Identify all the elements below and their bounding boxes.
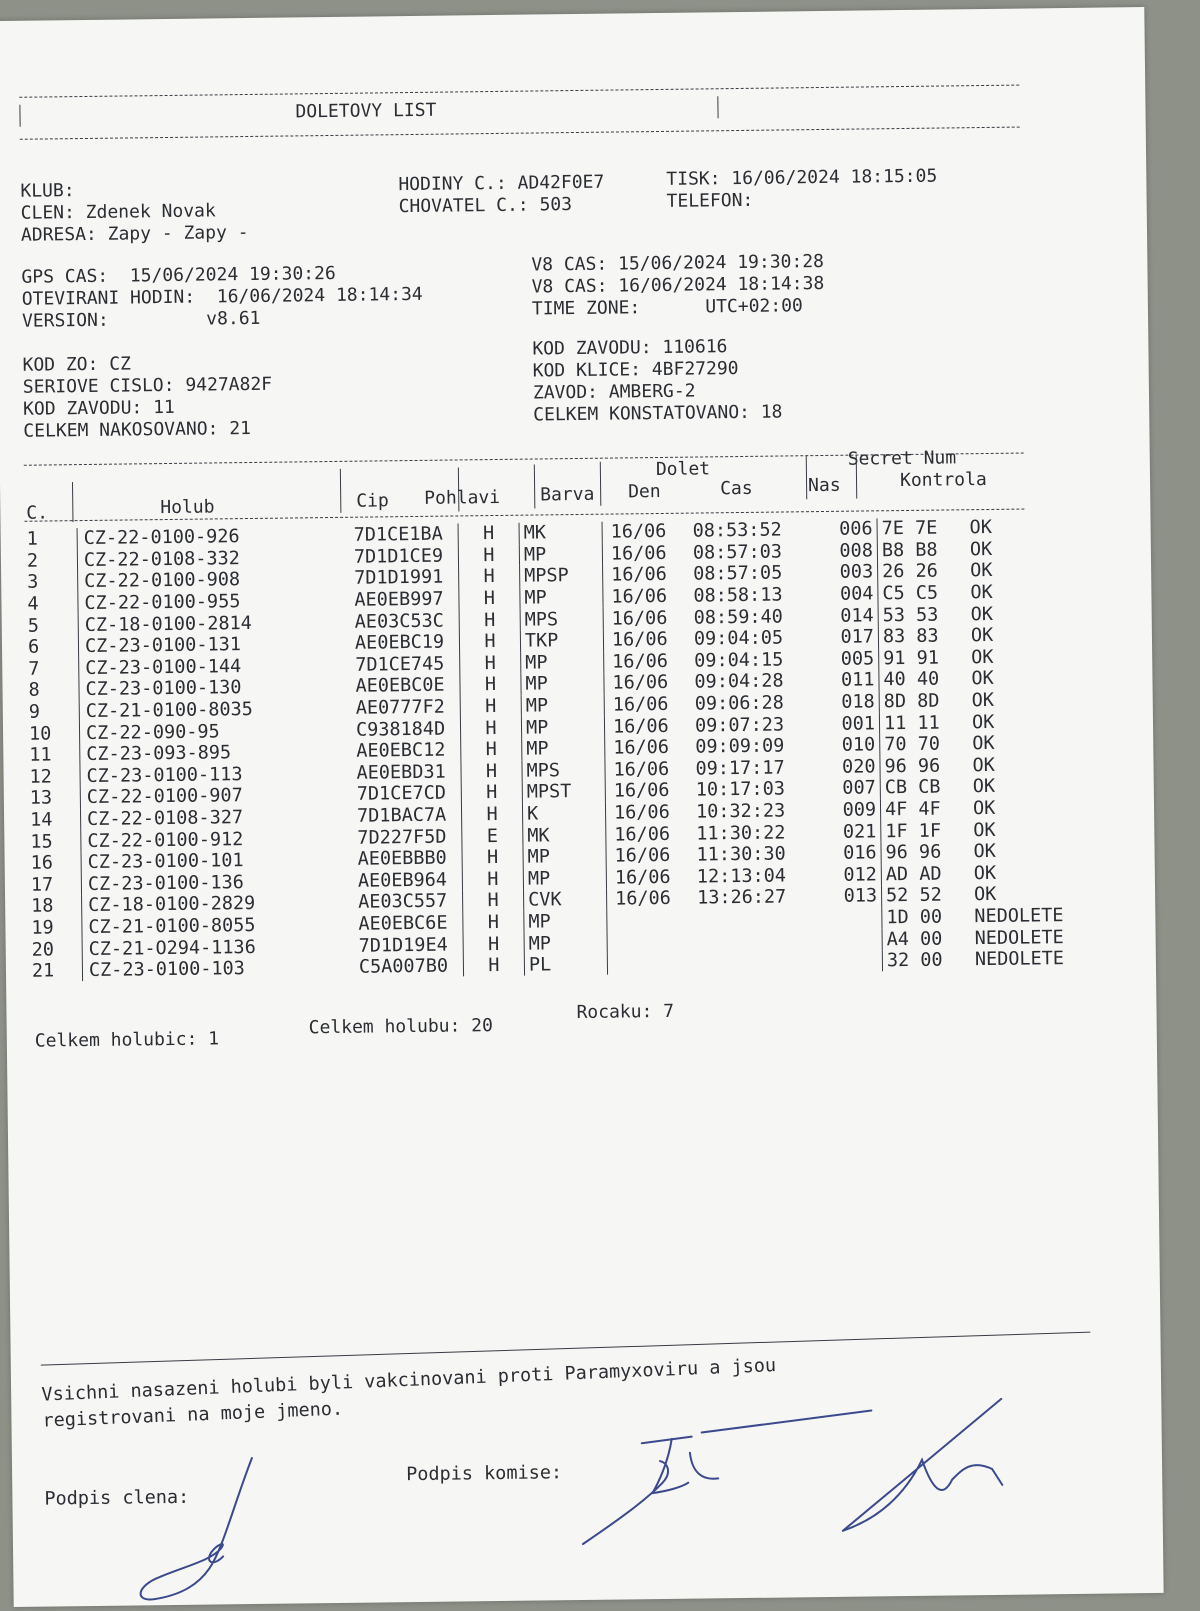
title-bottom-rule	[20, 127, 1020, 140]
chip-id-cell: AE0EB964	[357, 869, 448, 892]
nas-cell: 007	[828, 777, 881, 799]
row-number-cell: 3	[27, 572, 39, 594]
time-zone-field: TIME ZONE: UTC+02:00	[531, 295, 803, 320]
chip-id-cell: 7D1CE745	[355, 653, 445, 676]
ring-number-cell: CZ-22-0108-332	[77, 546, 354, 571]
ring-number-cell: CZ-18-0100-2814	[78, 611, 355, 636]
ring-number-cell: CZ-23-0100-103	[82, 957, 359, 982]
arrival-day-cell: 16/06	[605, 737, 696, 760]
title-left-bar	[19, 105, 20, 127]
row-number-cell: 4	[27, 593, 39, 615]
sex-cell: H	[459, 609, 520, 631]
arrival-day-cell: 16/06	[605, 801, 696, 824]
arrival-time-cell: 13:26:27	[696, 886, 787, 909]
document-page	[0, 7, 1164, 1607]
chip-id-cell: AE0EBC0E	[355, 675, 445, 698]
sex-cell: E	[462, 825, 523, 847]
sex-cell: H	[461, 803, 522, 825]
row-number-cell: 19	[31, 917, 54, 939]
nas-cell: 017	[826, 626, 879, 648]
arrival-time-cell: 09:09:09	[695, 735, 785, 758]
celkem-nakosovano-field: CELKEM NAKOSOVANO: 21	[23, 417, 252, 442]
secret-num-cell: 96 96	[884, 755, 941, 778]
arrival-day-cell: 16/06	[602, 542, 693, 565]
secret-num-cell: 26 26	[882, 561, 938, 583]
arrival-day-cell: 16/06	[606, 866, 697, 889]
control-status-cell: OK	[971, 668, 994, 690]
col-header-cip: Cip	[356, 490, 389, 512]
chip-id-cell: 7D1D19E4	[358, 934, 448, 957]
nas-cell: 010	[827, 734, 880, 756]
row-number-cell: 18	[31, 895, 54, 918]
sex-cell: H	[463, 911, 524, 933]
control-status-cell: NEDOLETE	[974, 905, 1064, 928]
kod-zavodu-long-field: KOD ZAVODU: 110616	[532, 336, 728, 360]
gps-cas-field: GPS CAS: 15/06/2024 19:30:26	[21, 262, 336, 288]
arrival-day-cell: 16/06	[606, 844, 697, 867]
nas-cell: 001	[827, 713, 880, 735]
arrival-day-cell: 16/06	[603, 585, 694, 608]
row-number-cell: 9	[28, 701, 41, 723]
row-number-cell: 17	[30, 874, 54, 896]
arrival-day-cell: 16/06	[605, 780, 696, 803]
ring-number-cell: CZ-18-0100-2829	[82, 892, 359, 917]
sex-cell: H	[462, 847, 523, 869]
nas-cell: 003	[825, 562, 878, 584]
col-header-kontrola: Kontrola	[899, 468, 987, 492]
arrival-day-cell: 16/06	[603, 629, 694, 652]
member-signature	[112, 1448, 284, 1610]
control-status-cell: OK	[972, 754, 995, 777]
row-number-cell: 7	[28, 658, 40, 680]
arrival-day-cell	[607, 909, 698, 932]
secret-num-cell: 83 83	[882, 625, 939, 648]
row-number-cell: 15	[30, 831, 53, 853]
ring-number-cell: CZ-23-0100-101	[81, 849, 358, 874]
row-number-cell: 20	[31, 939, 55, 961]
arrival-day-cell: 16/06	[606, 823, 697, 846]
arrival-day-cell: 16/06	[604, 650, 695, 673]
arrival-time-cell	[698, 929, 830, 952]
control-status-cell: NEDOLETE	[974, 926, 1064, 949]
row-number-cell: 2	[26, 550, 39, 572]
arrival-time-cell: 08:57:03	[692, 541, 783, 564]
chip-id-cell: C5A007B0	[358, 955, 449, 978]
color-cell: MP	[525, 652, 548, 674]
secret-num-cell: 40 40	[883, 669, 940, 691]
row-number-cell: 8	[28, 680, 40, 702]
ring-number-cell: CZ-22-0100-908	[78, 568, 355, 593]
color-cell: MP	[525, 673, 548, 696]
row-number-cell: 5	[27, 615, 40, 637]
nas-cell: 006	[824, 518, 877, 540]
arrival-time-cell: 11:30:30	[696, 843, 786, 866]
arrival-time-cell: 09:04:28	[694, 670, 784, 694]
nas-cell: 013	[829, 885, 882, 907]
chip-id-cell: 7D227F5D	[357, 826, 447, 849]
color-cell: MP	[527, 846, 551, 868]
sex-cell: H	[460, 674, 521, 696]
arrival-time-cell: 08:58:13	[693, 584, 783, 607]
color-cell: MK	[523, 522, 547, 544]
secret-num-cell: AD AD	[885, 863, 942, 886]
row-number-cell: 1	[26, 528, 38, 551]
ring-number-cell: CZ-22-0100-912	[81, 827, 358, 852]
arrival-day-cell	[607, 952, 698, 975]
row-number-cell: 21	[31, 960, 55, 982]
sex-cell: H	[459, 566, 520, 588]
arrival-day-cell	[607, 931, 698, 954]
col-header-secret: Secret Num	[847, 447, 957, 470]
sex-cell: H	[461, 760, 522, 782]
arrival-day-cell: 16/06	[607, 888, 698, 911]
commission-signature	[571, 1389, 1033, 1555]
hodiny-field: HODINY C.: AD42F0E7	[398, 171, 605, 196]
secret-num-cell: 52 52	[885, 884, 942, 907]
zavod-field: ZAVOD: AMBERG-2	[532, 380, 696, 404]
arrival-time-cell: 09:04:15	[694, 649, 784, 672]
color-cell: MP	[528, 911, 551, 933]
sex-cell: H	[458, 523, 519, 545]
document-title: DOLETOVY LIST	[295, 99, 437, 123]
chip-id-cell: AE0EBC19	[354, 631, 445, 654]
control-status-cell: OK	[971, 646, 994, 669]
sex-cell: H	[463, 955, 524, 977]
col-header-nas: Nas	[807, 474, 841, 497]
title-mid-bar	[717, 96, 718, 118]
version-field: VERSION: v8.61	[21, 307, 261, 332]
col-header-dolet: Dolet	[655, 458, 711, 481]
sex-cell: H	[459, 631, 520, 653]
nas-cell: 020	[827, 756, 880, 778]
row-number-cell: 16	[30, 852, 54, 874]
row-number-cell: 6	[27, 636, 40, 658]
header-divider	[534, 465, 536, 509]
color-cell: MK	[527, 824, 550, 847]
row-number-cell: 10	[28, 723, 52, 745]
commission-signature-label: Podpis komise:	[406, 1462, 563, 1486]
nas-cell: 012	[829, 864, 882, 886]
secret-num-cell: 70 70	[884, 733, 941, 756]
ring-number-cell: CZ-23-0100-113	[80, 762, 357, 787]
kod-zavodu-short-field: KOD ZAVODU: 11	[22, 396, 175, 420]
color-cell: MP	[528, 932, 552, 955]
title-top-rule	[19, 85, 1019, 98]
secret-num-cell: 32 00	[886, 949, 943, 972]
sex-cell: H	[459, 587, 520, 609]
color-cell: K	[526, 803, 539, 825]
control-status-cell: OK	[970, 582, 993, 604]
arrival-day-cell: 16/06	[602, 521, 693, 544]
ring-number-cell: CZ-22-0108-327	[80, 805, 357, 830]
color-cell: PL	[528, 954, 552, 976]
nas-cell: 011	[826, 669, 879, 691]
declaration-line-2: registrovani na moje jmeno.	[42, 1398, 344, 1432]
chip-id-cell: 7D1D1991	[354, 567, 444, 590]
arrival-time-cell: 08:57:05	[693, 562, 783, 586]
control-status-cell: OK	[971, 711, 995, 733]
header-divider	[600, 462, 602, 506]
sex-cell: H	[458, 544, 519, 566]
arrival-time-cell: 11:30:22	[696, 822, 786, 845]
control-status-cell: OK	[972, 776, 996, 798]
secret-num-cell: 1F 1F	[885, 820, 942, 842]
control-status-cell: OK	[972, 797, 996, 820]
col-header-barva: Barva	[540, 483, 595, 506]
color-cell: MP	[525, 717, 549, 739]
chip-id-cell: AE03C557	[358, 891, 448, 914]
sex-cell: H	[460, 695, 521, 717]
nas-cell: 005	[826, 648, 879, 670]
control-status-cell: OK	[972, 733, 995, 755]
arrival-day-cell: 16/06	[603, 564, 694, 587]
row-number-cell: 13	[29, 787, 53, 810]
pigeon-table	[27, 516, 1096, 982]
control-status-cell: OK	[973, 819, 996, 841]
total-rocaku: Rocaku: 7	[576, 1000, 675, 1024]
control-status-cell: OK	[969, 538, 993, 561]
control-status-cell: NEDOLETE	[974, 948, 1065, 971]
ring-number-cell: CZ-21-0100-8035	[79, 697, 356, 722]
ring-number-cell: CZ-22-0100-955	[78, 590, 355, 615]
arrival-day-cell: 16/06	[604, 693, 695, 716]
v8-cas-2-field: V8 CAS: 16/06/2024 18:14:38	[531, 272, 825, 298]
color-cell: MP	[525, 695, 549, 717]
arrival-time-cell: 10:17:03	[695, 778, 786, 801]
color-cell: MP	[527, 868, 551, 890]
ring-number-cell: CZ-22-0100-926	[77, 525, 354, 550]
arrival-time-cell: 09:07:23	[694, 714, 785, 737]
arrival-day-cell: 16/06	[605, 758, 696, 781]
col-header-den: Den	[628, 480, 661, 503]
secret-num-cell: 7E 7E	[881, 517, 938, 540]
row-number-cell: 11	[29, 744, 52, 766]
secret-num-cell: 4F 4F	[884, 798, 941, 821]
sex-cell: H	[460, 652, 521, 674]
chip-id-cell: AE0777F2	[355, 696, 446, 719]
sex-cell: H	[463, 890, 524, 912]
total-holubic: Celkem holubic: 1	[34, 1028, 220, 1052]
sex-cell: H	[461, 739, 522, 761]
chip-id-cell: 7D1CE1BA	[353, 523, 443, 547]
arrival-time-cell: 08:59:40	[693, 606, 783, 629]
color-cell: MPST	[526, 781, 572, 804]
total-holubu: Celkem holubu: 20	[308, 1015, 494, 1039]
control-status-cell: OK	[971, 689, 995, 712]
control-status-cell: OK	[973, 884, 997, 906]
ring-number-cell: CZ-21-0100-8055	[82, 913, 359, 938]
member-signature-label: Podpis clena:	[44, 1486, 190, 1510]
secret-num-cell: 11 11	[883, 712, 940, 734]
col-header-pohlavi: Pohlavi	[424, 486, 501, 509]
arrival-day-cell: 16/06	[603, 607, 694, 630]
col-header-cas: Cas	[719, 477, 753, 500]
color-cell: MPS	[526, 760, 561, 782]
ring-number-cell: CZ-23-0100-136	[81, 870, 358, 895]
chip-id-cell: 7D1CE7CD	[356, 783, 447, 806]
col-header-holub: Holub	[160, 496, 215, 519]
ring-number-cell: CZ-21-O294-1136	[82, 935, 359, 960]
nas-cell: 014	[826, 605, 879, 627]
arrival-time-cell	[698, 951, 830, 974]
telefon-field: TELEFON:	[666, 189, 754, 212]
chip-id-cell: AE0EBBB0	[357, 847, 447, 870]
ring-number-cell: CZ-22-0100-907	[80, 784, 357, 809]
sex-cell: H	[462, 868, 523, 890]
control-status-cell: OK	[969, 517, 993, 539]
chip-id-cell: AE0EB997	[354, 588, 444, 611]
col-header-no: C.	[26, 502, 49, 524]
arrival-time-cell: 09:17:17	[695, 757, 785, 780]
secret-num-cell: 91 91	[883, 647, 940, 670]
chip-id-cell: AE03C53C	[354, 610, 444, 633]
secret-num-cell: A4 00	[886, 928, 943, 950]
nas-cell: 021	[828, 821, 881, 843]
color-cell: TKP	[524, 630, 559, 652]
color-cell: MPS	[524, 608, 559, 631]
control-status-cell: OK	[970, 603, 994, 625]
arrival-time-cell: 12:13:04	[696, 865, 787, 888]
ring-number-cell: CZ-23-093-895	[80, 741, 357, 766]
nas-cell: 009	[828, 799, 881, 821]
secret-num-cell: B8 B8	[881, 539, 938, 562]
kod-klice-field: KOD KLICE: 4BF27290	[532, 358, 739, 382]
nas-cell: 016	[828, 842, 881, 864]
chip-id-cell: 7D1D1CE9	[353, 545, 444, 568]
chip-id-cell: 7D1BAC7A	[356, 804, 447, 827]
chip-id-cell: C938184D	[355, 718, 446, 741]
nas-cell	[830, 929, 883, 951]
kod-zo-field: KOD ZO: CZ	[22, 353, 132, 376]
arrival-time-cell: 09:04:05	[693, 627, 784, 650]
oteviran-hodin-field: OTEVIRANI HODIN: 16/06/2024 18:14:34	[21, 283, 423, 310]
chovatel-field: CHOVATEL C.: 503	[398, 194, 573, 218]
arrival-time-cell: 10:32:23	[695, 800, 786, 823]
secret-num-cell: 8D 8D	[883, 690, 940, 713]
row-number-cell: 12	[29, 766, 53, 788]
ring-number-cell: CZ-22-090-95	[79, 719, 356, 744]
arrival-day-cell: 16/06	[604, 672, 695, 695]
secret-num-cell: 96 96	[885, 841, 942, 864]
ring-number-cell: CZ-23-0100-131	[78, 633, 355, 658]
ring-number-cell: CZ-23-0100-144	[79, 654, 356, 679]
arrival-time-cell: 08:53:52	[692, 519, 782, 542]
seriove-cislo-field: SERIOVE CISLO: 9427A82F	[22, 373, 273, 398]
tisk-field: TISK: 16/06/2024 18:15:05	[666, 165, 938, 190]
nas-cell: 018	[827, 691, 880, 713]
arrival-time-cell	[697, 908, 829, 931]
secret-num-cell: 53 53	[882, 604, 939, 626]
nas-cell: 004	[825, 583, 878, 605]
declaration-line-1: Vsichni nasazeni holubi byli vakcinovani proti Paramyxoviru a jsou	[41, 1355, 777, 1406]
pigeon-table-body	[27, 516, 1095, 982]
control-status-cell: OK	[970, 625, 994, 647]
control-status-cell: OK	[973, 862, 997, 884]
chip-id-cell: AE0EBC6E	[358, 912, 448, 935]
secret-num-cell: CB CB	[884, 777, 941, 799]
color-cell: MP	[526, 738, 549, 760]
chip-id-cell: AE0EBD31	[356, 761, 446, 784]
celkem-konstatovano-field: CELKEM KONSTATOVANO: 18	[533, 401, 783, 426]
color-cell: MP	[523, 544, 547, 566]
adresa-field: ADRESA: Zapy - Zapy -	[20, 221, 249, 246]
klub-label: KLUB:	[20, 180, 75, 202]
nas-cell	[830, 950, 883, 972]
arrival-time-cell: 09:06:28	[694, 692, 784, 715]
sex-cell: H	[463, 933, 524, 955]
secret-num-cell: 1D 00	[886, 906, 943, 929]
chip-id-cell: AE0EBC12	[356, 739, 446, 762]
nas-cell	[829, 907, 882, 929]
header-divider	[72, 482, 73, 522]
control-status-cell: OK	[970, 560, 993, 582]
nas-cell: 008	[825, 540, 878, 562]
color-cell: CVK	[528, 889, 562, 912]
v8-cas-1-field: V8 CAS: 15/06/2024 19:30:28	[531, 250, 825, 276]
color-cell: MPSP	[524, 565, 569, 588]
control-status-cell: OK	[973, 841, 996, 863]
clen-field: CLEN: Zdenek Novak	[20, 200, 216, 224]
arrival-day-cell: 16/06	[604, 715, 695, 738]
header-divider	[340, 469, 342, 513]
ring-number-cell: CZ-23-0100-130	[79, 676, 356, 701]
row-number-cell: 14	[29, 809, 53, 831]
sex-cell: H	[460, 717, 521, 739]
color-cell: MP	[524, 587, 547, 609]
sex-cell: H	[461, 782, 522, 804]
secret-num-cell: C5 C5	[882, 582, 939, 605]
